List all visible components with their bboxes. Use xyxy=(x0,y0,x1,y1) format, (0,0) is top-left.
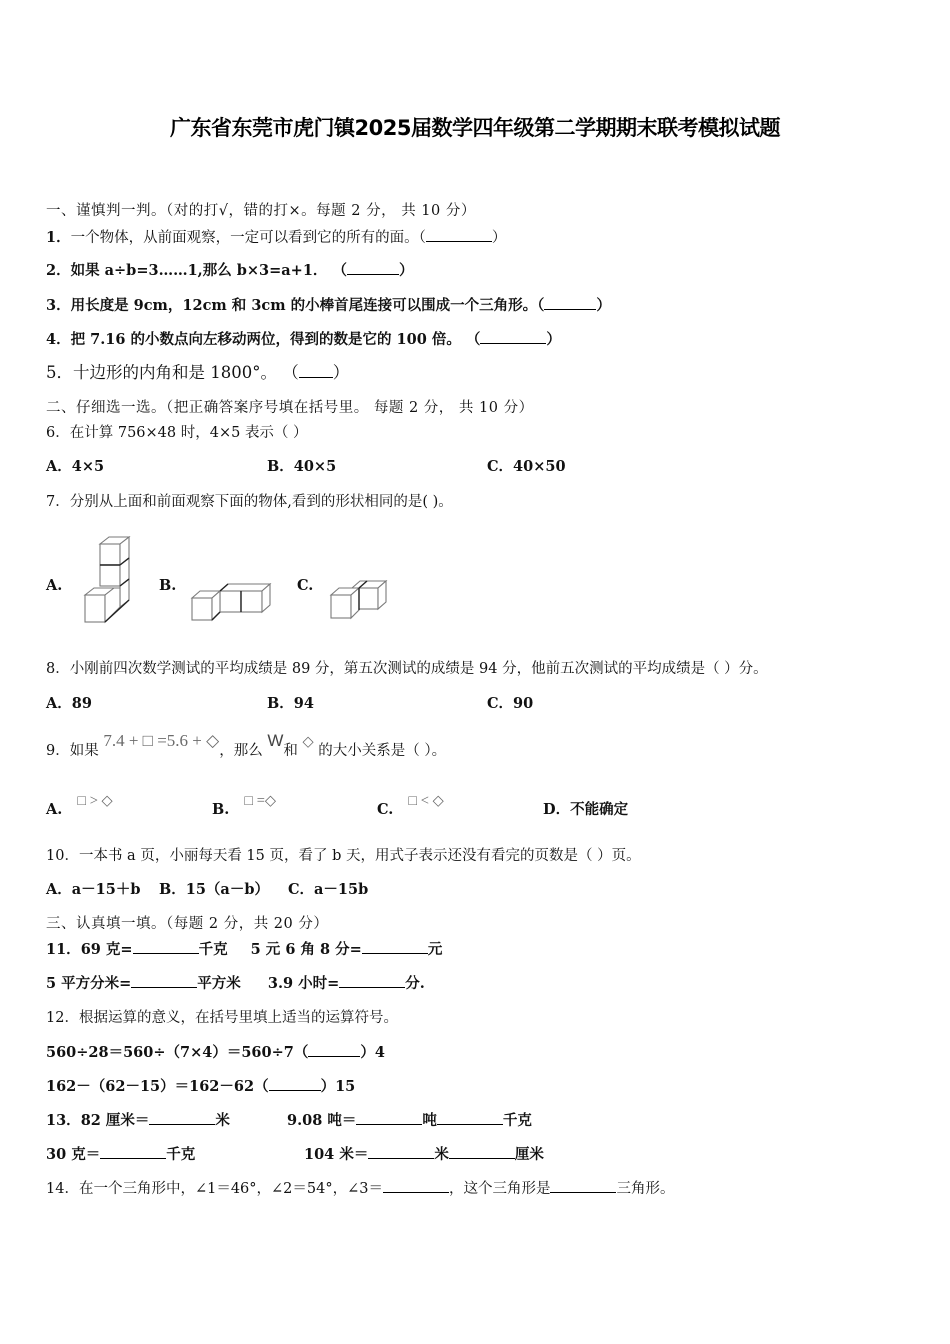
option-b[interactable]: B．40×5 xyxy=(267,458,337,475)
option-a[interactable]: A．a－15＋b xyxy=(46,881,141,898)
answer-blank[interactable] xyxy=(383,1178,449,1193)
answer-blank[interactable] xyxy=(149,1110,215,1125)
answer-blank[interactable] xyxy=(269,1076,321,1091)
answer-blank[interactable] xyxy=(347,260,399,275)
question-11-line-2: 5 平方分米= 平方米 3.9 小时= 分. xyxy=(46,975,425,992)
option-formula: □ < ◇ xyxy=(408,793,444,809)
question-text: 一本书 a 页，小丽每天看 15 页，看了 b 天，用式子表示还没有看完的页数是（ ）页。 xyxy=(78,848,641,864)
answer-blank[interactable] xyxy=(131,973,197,988)
option-b[interactable]: B. □ =◇ xyxy=(212,793,277,818)
question-12-line-2: 162－（62－15）＝162－62（ ）15 xyxy=(46,1078,356,1095)
question-number: 5． xyxy=(46,363,73,382)
two-cubes-row-icon xyxy=(328,580,390,622)
question-number: 14． xyxy=(46,1181,79,1197)
answer-blank[interactable] xyxy=(339,973,405,988)
question-number: 12． xyxy=(46,1010,79,1026)
question-text: 十边形的内角和是 1800°。 （ xyxy=(73,363,299,382)
question-13-line-2: 30 克＝ 千克 xyxy=(46,1146,196,1163)
answer-blank[interactable] xyxy=(550,1178,616,1193)
question-number: 8． xyxy=(46,661,70,677)
question-5: 5．十边形的内角和是 1800°。 （ ） xyxy=(46,363,350,382)
equation-formula: 7.4 + □ =5.6 + ◇ xyxy=(103,731,220,750)
document-title: 广东省东莞市虎门镇2025届数学四年级第二学期期末联考模拟试题 xyxy=(170,116,780,140)
answer-blank[interactable] xyxy=(356,1110,422,1125)
option-a[interactable]: A．4×5 xyxy=(46,458,105,475)
option-c[interactable]: C．40×50 xyxy=(487,458,566,475)
answer-blank[interactable] xyxy=(299,363,333,378)
option-b[interactable]: B．94 xyxy=(267,695,314,712)
answer-blank[interactable] xyxy=(368,1144,434,1159)
answer-blank[interactable] xyxy=(100,1144,166,1159)
question-12-line-1: 560÷28＝560÷（7×4）＝560÷7（ ）4 xyxy=(46,1044,385,1061)
question-13-line-1: 13．82 厘米＝ 米 xyxy=(46,1112,230,1129)
question-11-line-1: 11．69 克= 千克 5 元 6 角 8 分= 元 xyxy=(46,941,443,958)
option-c[interactable]: C. □ < ◇ xyxy=(377,793,444,818)
diamond-icon: ◇ xyxy=(302,734,314,750)
question-3: 3．用长度是 9cm，12cm 和 3cm 的小棒首尾连接可以围成一个三角形。（ ） xyxy=(46,297,611,314)
l-shape-stack-icon xyxy=(80,536,132,628)
section-heading-1: 一、谨慎判一判。（对的打√，错的打×。每题 2 分， 共 10 分） xyxy=(46,203,476,219)
question-7 xyxy=(46,492,453,512)
question-2: 2．如果 a÷b=3……1,那么 b×3=a+1． （ ） xyxy=(46,262,414,279)
option-d[interactable]: D．不能确定 xyxy=(543,801,629,818)
question-number: 1． xyxy=(46,229,71,246)
answer-blank[interactable] xyxy=(480,329,546,344)
option-b[interactable]: B．15（a－b） xyxy=(159,881,269,898)
option-c[interactable]: C．90 xyxy=(487,695,534,712)
question-text: 一个物体，从前面观察，一定可以看到它的所有的面。（ xyxy=(70,230,426,246)
three-cubes-row-icon xyxy=(190,583,272,625)
answer-blank[interactable] xyxy=(437,1110,503,1125)
question-text: 把 7.16 的小数点向左移动两位，得到的数是它的 100 倍。 （ xyxy=(70,331,481,348)
question-number: 4． xyxy=(46,331,71,348)
question-text: 根据运算的意义，在括号里填上适当的运算符号。 xyxy=(78,1010,398,1026)
question-1: 1．一个物体，从前面观察，一定可以看到它的所有的面。（ ） xyxy=(46,229,507,246)
question-text: 用长度是 9cm，12cm 和 3cm 的小棒首尾连接可以围成一个三角形。（ xyxy=(70,297,545,314)
question-10 xyxy=(46,846,641,866)
question-text: 如果 a÷b=3……1,那么 b×3=a+1． （ xyxy=(70,262,347,279)
question-12 xyxy=(46,1008,398,1028)
option-c[interactable]: C．a－15b xyxy=(288,881,369,898)
question-13-line-2-right: 104 米＝ 米 厘米 xyxy=(304,1146,544,1163)
question-number: 6． xyxy=(46,425,70,441)
option-b[interactable]: B. xyxy=(159,577,177,594)
question-text: 分别从上面和前面观察下面的物体,看到的形状相同的是( )。 xyxy=(69,494,453,510)
question-text: 在计算 756×48 时，4×5 表示（ ） xyxy=(69,425,308,441)
question-number: 2． xyxy=(46,262,71,279)
answer-blank[interactable] xyxy=(426,227,492,242)
option-formula: □ > ◇ xyxy=(77,793,113,809)
question-number: 9． xyxy=(46,743,70,759)
option-a[interactable]: A. □ > ◇ xyxy=(46,793,113,818)
section-heading-3: 三、认真填一填。（每题 2 分，共 20 分） xyxy=(46,916,329,932)
w-symbol: W xyxy=(267,731,284,750)
question-number: 11． xyxy=(46,941,81,958)
question-number: 7． xyxy=(46,494,70,510)
question-8 xyxy=(46,659,768,679)
answer-blank[interactable] xyxy=(544,295,596,310)
question-9: 9．如果 7.4 + □ =5.6 + ◇，那么 W和 ◇ 的大小关系是（ ）。 xyxy=(46,731,447,759)
answer-blank[interactable] xyxy=(308,1042,360,1057)
answer-blank[interactable] xyxy=(133,939,199,954)
option-a[interactable]: A. xyxy=(46,577,63,594)
option-c[interactable]: C. xyxy=(297,577,314,594)
question-6 xyxy=(46,423,308,443)
question-text: 小刚前四次数学测试的平均成绩是 89 分，第五次测试的成绩是 94 分，他前五次测试的平均成绩是（ ）分。 xyxy=(69,661,768,677)
question-14: 14．在一个三角形中，∠1＝46°，∠2＝54°，∠3＝ ，这个三角形是 三角形。 xyxy=(46,1178,674,1199)
answer-blank[interactable] xyxy=(362,939,428,954)
question-13-line-1-right: 9.08 吨＝ 吨 千克 xyxy=(287,1112,532,1129)
question-number: 10． xyxy=(46,848,79,864)
answer-blank[interactable] xyxy=(449,1144,515,1159)
option-a[interactable]: A．89 xyxy=(46,695,92,712)
question-number: 13． xyxy=(46,1112,81,1129)
section-heading-2: 二、仔细选一选。（把正确答案序号填在括号里。 每题 2 分， 共 10 分） xyxy=(46,400,534,416)
question-4: 4．把 7.16 的小数点向左移动两位，得到的数是它的 100 倍。 （ ） xyxy=(46,331,561,348)
question-number: 3． xyxy=(46,297,71,314)
option-formula: □ =◇ xyxy=(244,793,277,809)
